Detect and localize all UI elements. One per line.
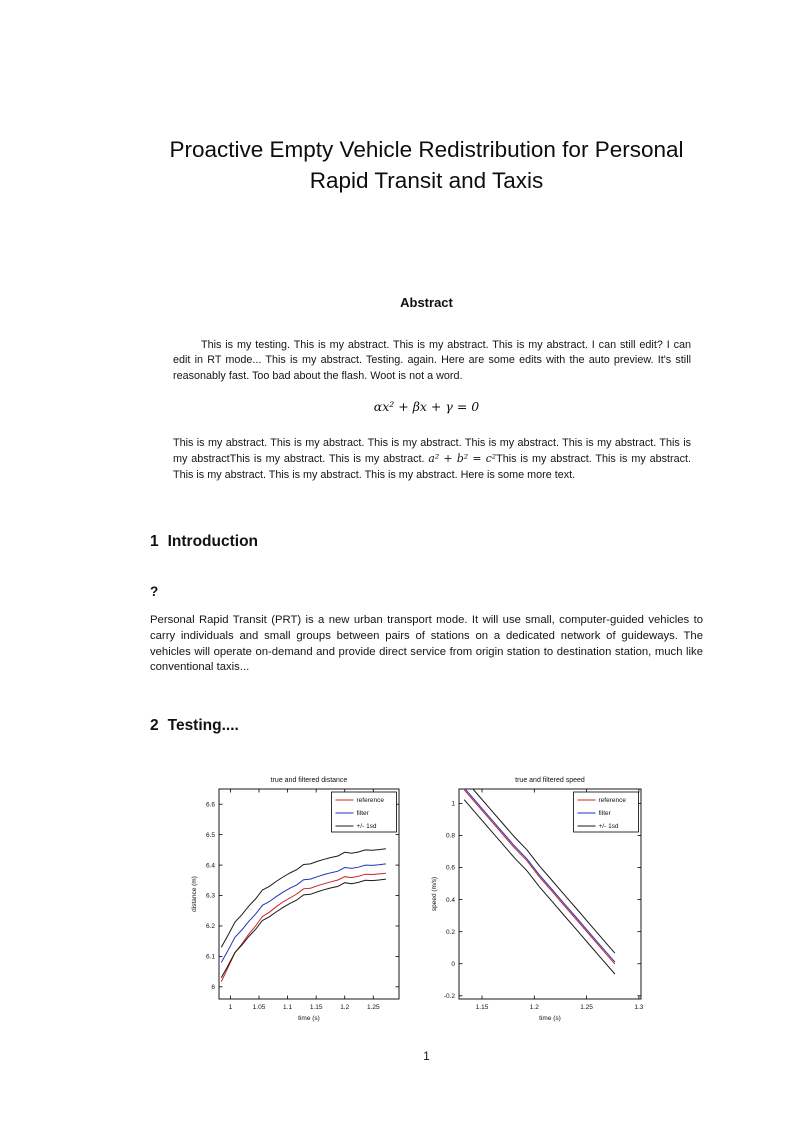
svg-text:true and filtered speed: true and filtered speed bbox=[515, 777, 585, 784]
svg-text:+/- 1sd: +/- 1sd bbox=[356, 823, 377, 831]
svg-text:reference: reference bbox=[598, 797, 626, 805]
svg-text:6.4: 6.4 bbox=[205, 862, 215, 870]
equation-math: αx² + βx + γ = 0 bbox=[373, 399, 480, 414]
svg-text:time (s): time (s) bbox=[298, 1015, 320, 1022]
paper-title-line-2: Rapid Transit and Taxis bbox=[309, 167, 544, 193]
abstract-paragraph-2-text-b: This is my abstract. This is my abstract. This is my abstract. This is my abstract. This is my abstract. Here is some more text. bbox=[173, 453, 691, 481]
section-1-number: 1 bbox=[150, 533, 159, 550]
svg-text:1: 1 bbox=[451, 800, 455, 808]
svg-text:distance (m): distance (m) bbox=[191, 876, 198, 912]
svg-text:speed (m/s): speed (m/s) bbox=[431, 876, 438, 912]
question-mark-paragraph: ? bbox=[150, 584, 159, 599]
svg-text:1.05: 1.05 bbox=[252, 1004, 266, 1011]
svg-text:6: 6 bbox=[211, 984, 215, 992]
section-2-title: Testing.... bbox=[167, 717, 239, 734]
svg-text:6.5: 6.5 bbox=[205, 831, 215, 839]
svg-text:0.4: 0.4 bbox=[445, 896, 455, 904]
svg-text:+/- 1sd: +/- 1sd bbox=[598, 823, 619, 831]
svg-text:1.2: 1.2 bbox=[529, 1004, 539, 1011]
section-1-heading bbox=[150, 532, 258, 551]
svg-text:0.2: 0.2 bbox=[445, 928, 455, 936]
svg-text:1.1: 1.1 bbox=[283, 1004, 293, 1011]
svg-text:-0.2: -0.2 bbox=[443, 992, 455, 1000]
svg-text:filter: filter bbox=[598, 810, 611, 818]
svg-text:0.8: 0.8 bbox=[445, 832, 455, 840]
abstract-paragraph-1: This is my testing. This is my abstract. This is my abstract. This is my abstract. I can still edit? I can edit in RT mode... This is my abstract. Testing. again. Here are some edits with the auto preview. It's still reasonably fast. Too bad about the flash. Woot is not a word. bbox=[173, 339, 691, 382]
abstract-heading: Abstract bbox=[400, 295, 453, 310]
page-number: 1 bbox=[423, 1051, 430, 1063]
svg-text:1.2: 1.2 bbox=[340, 1004, 350, 1011]
figure-speed-chart bbox=[425, 770, 650, 1030]
figure-distance-chart bbox=[185, 770, 410, 1030]
svg-text:1.25: 1.25 bbox=[366, 1004, 380, 1011]
display-equation bbox=[150, 399, 703, 414]
svg-text:time (s): time (s) bbox=[539, 1015, 561, 1022]
svg-text:0: 0 bbox=[451, 960, 455, 968]
section-1-title: Introduction bbox=[167, 533, 259, 550]
svg-text:1.25: 1.25 bbox=[580, 1004, 593, 1011]
paper-title-line-1: Proactive Empty Vehicle Redistribution for Personal bbox=[169, 137, 684, 162]
abstract-paragraph-2 bbox=[173, 436, 691, 483]
svg-text:1.15: 1.15 bbox=[309, 1004, 323, 1011]
svg-text:6.1: 6.1 bbox=[205, 953, 215, 961]
inline-math: a² + b² = c² bbox=[428, 452, 497, 466]
svg-text:1: 1 bbox=[228, 1004, 233, 1011]
svg-text:1.15: 1.15 bbox=[475, 1004, 489, 1011]
svg-text:true and filtered distance: true and filtered distance bbox=[270, 777, 348, 784]
svg-text:6.6: 6.6 bbox=[205, 801, 215, 809]
svg-text:filter: filter bbox=[356, 810, 369, 818]
section-2-heading bbox=[150, 716, 239, 735]
intro-paragraph: Personal Rapid Transit (PRT) is a new urban transport mode. It will use small, computer-guided vehicles to carry individuals and small groups between pairs of stations on a dedicated network of guideways. The vehicles will operate on-demand and provide direct service from origin station to destination station, much like conventional taxis... bbox=[150, 614, 703, 674]
svg-text:6.3: 6.3 bbox=[205, 892, 215, 900]
svg-text:6.2: 6.2 bbox=[205, 923, 215, 931]
svg-text:1.3: 1.3 bbox=[634, 1004, 644, 1011]
paper-title bbox=[150, 135, 703, 196]
svg-text:reference: reference bbox=[356, 797, 384, 805]
section-2-number: 2 bbox=[150, 717, 159, 734]
svg-text:0.6: 0.6 bbox=[445, 864, 455, 872]
abstract-paragraph-2-text-a: This is my abstract. This is my abstract. This is my abstract. This is my abstract. This is my abstract. This is my abstractThis is my abstract. This is my abstract. bbox=[173, 437, 691, 466]
